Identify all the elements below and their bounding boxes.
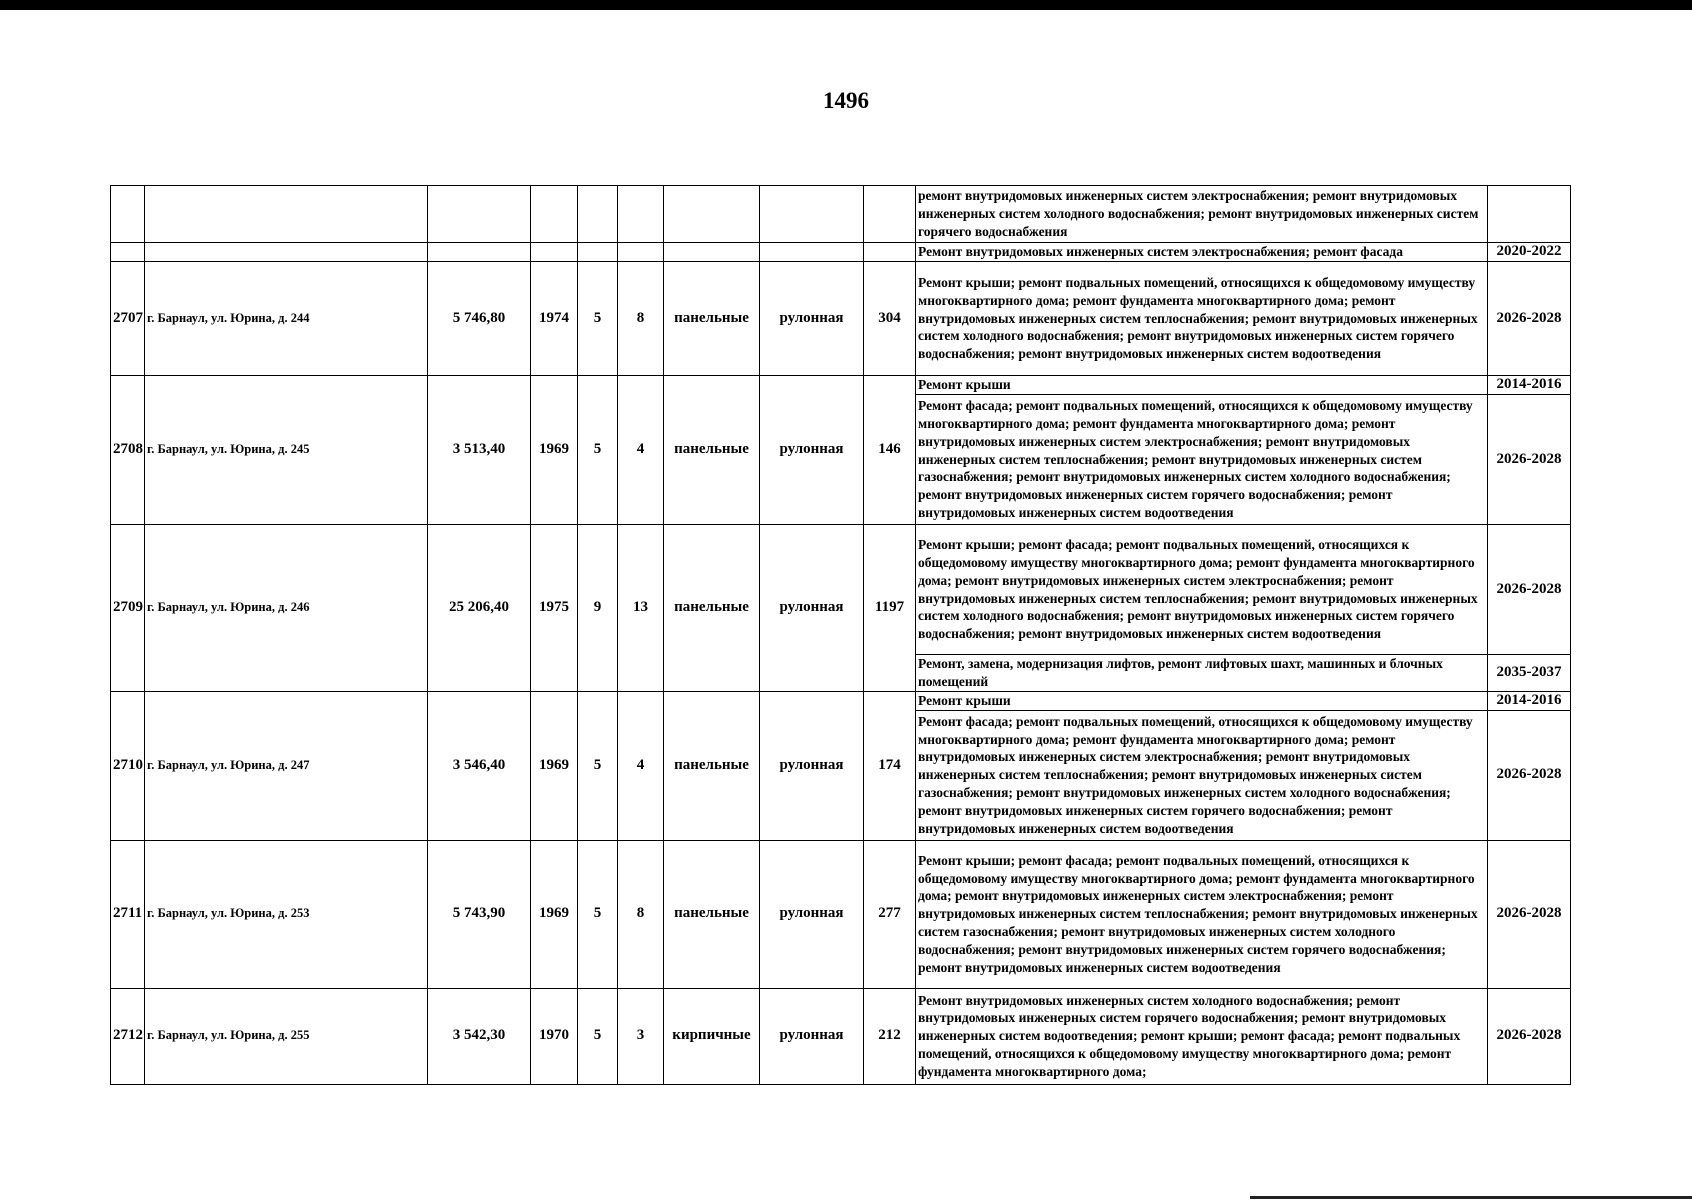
cell-roof	[760, 186, 864, 243]
cell-address: г. Барнаул, ул. Юрина, д. 247	[145, 691, 428, 840]
cell-num: 2707	[111, 262, 145, 376]
cell-floors	[578, 186, 618, 243]
cell-address	[145, 186, 428, 243]
cell-year: 1970	[531, 988, 578, 1084]
cell-period: 2014-2016	[1488, 376, 1571, 395]
cell-period: 2026-2028	[1488, 710, 1571, 840]
cell-walls: панельные	[664, 262, 760, 376]
cell-area	[428, 243, 531, 262]
cell-residents: 1197	[864, 525, 916, 692]
cell-walls: панельные	[664, 525, 760, 692]
cell-area: 25 206,40	[428, 525, 531, 692]
cell-walls: панельные	[664, 376, 760, 525]
cell-entrances	[618, 186, 664, 243]
cell-entrances: 3	[618, 988, 664, 1084]
cell-roof: рулонная	[760, 262, 864, 376]
cell-residents	[864, 186, 916, 243]
building-row	[111, 840, 1571, 988]
cell-works: Ремонт фасада; ремонт подвальных помещений, относящихся к общедомовому имуществу многоквартирного дома; ремонт фундамента многоквартирного дома; ремонт внутридомовых инженерных систем электроснабжения; ремонт внутридомовых инженерных систем теплоснабжения; ремонт внутридомовых инженерных систем газоснабжения; ремонт внутридомовых инженерных систем холодного водоснабжения; ремонт внутридомовых инженерных систем горячего водоснабжения; ремонт внутридомовых инженерных систем водоотведения	[916, 710, 1488, 840]
cell-roof: рулонная	[760, 840, 864, 988]
cell-period	[1488, 186, 1571, 243]
building-row	[111, 376, 1571, 395]
cell-address: г. Барнаул, ул. Юрина, д. 246	[145, 525, 428, 692]
cell-num: 2711	[111, 840, 145, 988]
cell-period: 2026-2028	[1488, 840, 1571, 988]
cell-works: Ремонт крыши; ремонт фасада; ремонт подвальных помещений, относящихся к общедомовому имуществу многоквартирного дома; ремонт фундамента многоквартирного дома; ремонт внутридомовых инженерных систем электроснабжения; ремонт внутридомовых инженерных систем теплоснабжения; ремонт внутридомовых инженерных систем холодного водоснабжения; ремонт внутридомовых инженерных систем горячего водоснабжения; ремонт внутридомовых инженерных систем водоотведения	[916, 525, 1488, 655]
cell-floors: 5	[578, 988, 618, 1084]
cell-period: 2026-2028	[1488, 988, 1571, 1084]
cell-works: Ремонт внутридомовых инженерных систем холодного водоснабжения; ремонт внутридомовых инженерных систем горячего водоснабжения; ремонт внутридомовых инженерных систем водоотведения; ремонт крыши; ремонт фасада; ремонт подвальных помещений, относящихся к общедомовому имуществу многоквартирного дома; ремонт фундамента многоквартирного дома;	[916, 988, 1488, 1084]
cell-floors: 9	[578, 525, 618, 692]
cell-address: г. Барнаул, ул. Юрина, д. 244	[145, 262, 428, 376]
cell-walls: панельные	[664, 691, 760, 840]
cell-year: 1969	[531, 840, 578, 988]
cell-num: 2708	[111, 376, 145, 525]
cell-year	[531, 186, 578, 243]
cell-roof: рулонная	[760, 525, 864, 692]
cell-walls: панельные	[664, 840, 760, 988]
cell-year: 1974	[531, 262, 578, 376]
cell-works: Ремонт крыши; ремонт подвальных помещений, относящихся к общедомовому имуществу многоквартирного дома; ремонт фундамента многоквартирного дома; ремонт внутридомовых инженерных систем теплоснабжения; ремонт внутридомовых инженерных систем холодного водоснабжения; ремонт внутридомовых инженерных систем горячего водоснабжения; ремонт внутридомовых инженерных систем водоотведения	[916, 262, 1488, 376]
cell-entrances: 4	[618, 376, 664, 525]
cell-works: Ремонт крыши	[916, 691, 1488, 710]
cell-entrances: 8	[618, 262, 664, 376]
cell-entrances: 13	[618, 525, 664, 692]
cell-year: 1975	[531, 525, 578, 692]
page-number: 1496	[823, 88, 869, 113]
cell-entrances	[618, 243, 664, 262]
cell-residents: 146	[864, 376, 916, 525]
cell-num: 2709	[111, 525, 145, 692]
cell-roof: рулонная	[760, 988, 864, 1084]
cell-address: г. Барнаул, ул. Юрина, д. 255	[145, 988, 428, 1084]
cell-period: 2026-2028	[1488, 395, 1571, 525]
cell-floors: 5	[578, 376, 618, 525]
cell-area: 5 746,80	[428, 262, 531, 376]
cell-roof	[760, 243, 864, 262]
building-row	[111, 262, 1571, 376]
cell-num	[111, 243, 145, 262]
building-row	[111, 525, 1571, 655]
cell-period: 2014-2016	[1488, 691, 1571, 710]
cell-walls: кирпичные	[664, 988, 760, 1084]
cell-address: г. Барнаул, ул. Юрина, д. 245	[145, 376, 428, 525]
cell-roof: рулонная	[760, 691, 864, 840]
cell-works: ремонт внутридомовых инженерных систем электроснабжения; ремонт внутридомовых инженерных систем холодного водоснабжения; ремонт внутридомовых инженерных систем горячего водоснабжения	[916, 186, 1488, 243]
cell-works: Ремонт, замена, модернизация лифтов, ремонт лифтовых шахт, машинных и блочных помещений	[916, 655, 1488, 692]
scan-bottom-mark	[1250, 1196, 1692, 1199]
cell-floors: 5	[578, 691, 618, 840]
cell-period: 2026-2028	[1488, 525, 1571, 655]
building-row	[111, 243, 1571, 262]
cell-floors	[578, 243, 618, 262]
cell-area: 3 546,40	[428, 691, 531, 840]
cell-area: 5 743,90	[428, 840, 531, 988]
cell-year	[531, 243, 578, 262]
cell-walls	[664, 243, 760, 262]
cell-floors: 5	[578, 840, 618, 988]
cell-residents: 212	[864, 988, 916, 1084]
cell-residents: 304	[864, 262, 916, 376]
cell-roof: рулонная	[760, 376, 864, 525]
cell-works: Ремонт фасада; ремонт подвальных помещений, относящихся к общедомовому имуществу многоквартирного дома; ремонт фундамента многоквартирного дома; ремонт внутридомовых инженерных систем электроснабжения; ремонт внутридомовых инженерных систем теплоснабжения; ремонт внутридомовых инженерных систем газоснабжения; ремонт внутридомовых инженерных систем холодного водоснабжения; ремонт внутридомовых инженерных систем горячего водоснабжения; ремонт внутридомовых инженерных систем водоотведения	[916, 395, 1488, 525]
scan-top-border	[0, 0, 1692, 10]
cell-year: 1969	[531, 376, 578, 525]
cell-residents: 277	[864, 840, 916, 988]
cell-num	[111, 186, 145, 243]
housing-register-table	[110, 185, 1571, 1085]
cell-period: 2026-2028	[1488, 262, 1571, 376]
cell-residents	[864, 243, 916, 262]
cell-entrances: 4	[618, 691, 664, 840]
cell-walls	[664, 186, 760, 243]
building-row	[111, 691, 1571, 710]
cell-works: Ремонт крыши; ремонт фасада; ремонт подвальных помещений, относящихся к общедомовому имуществу многоквартирного дома; ремонт фундамента многоквартирного дома; ремонт внутридомовых инженерных систем электроснабжения; ремонт внутридомовых инженерных систем теплоснабжения; ремонт внутридомовых инженерных систем газоснабжения; ремонт внутридомовых инженерных систем холодного водоснабжения; ремонт внутридомовых инженерных систем горячего водоснабжения; ремонт внутридомовых инженерных систем водоотведения	[916, 840, 1488, 988]
cell-period: 2020-2022	[1488, 243, 1571, 262]
cell-area: 3 513,40	[428, 376, 531, 525]
cell-num: 2712	[111, 988, 145, 1084]
cell-area	[428, 186, 531, 243]
register-body	[111, 186, 1571, 1085]
cell-num: 2710	[111, 691, 145, 840]
cell-area: 3 542,30	[428, 988, 531, 1084]
cell-works: Ремонт крыши	[916, 376, 1488, 395]
continuation-row	[111, 186, 1571, 243]
cell-residents: 174	[864, 691, 916, 840]
cell-period: 2035-2037	[1488, 655, 1571, 692]
cell-address	[145, 243, 428, 262]
cell-floors: 5	[578, 262, 618, 376]
cell-address: г. Барнаул, ул. Юрина, д. 253	[145, 840, 428, 988]
cell-entrances: 8	[618, 840, 664, 988]
cell-year: 1969	[531, 691, 578, 840]
cell-works: Ремонт внутридомовых инженерных систем электроснабжения; ремонт фасада	[916, 243, 1488, 262]
building-row	[111, 988, 1571, 1084]
